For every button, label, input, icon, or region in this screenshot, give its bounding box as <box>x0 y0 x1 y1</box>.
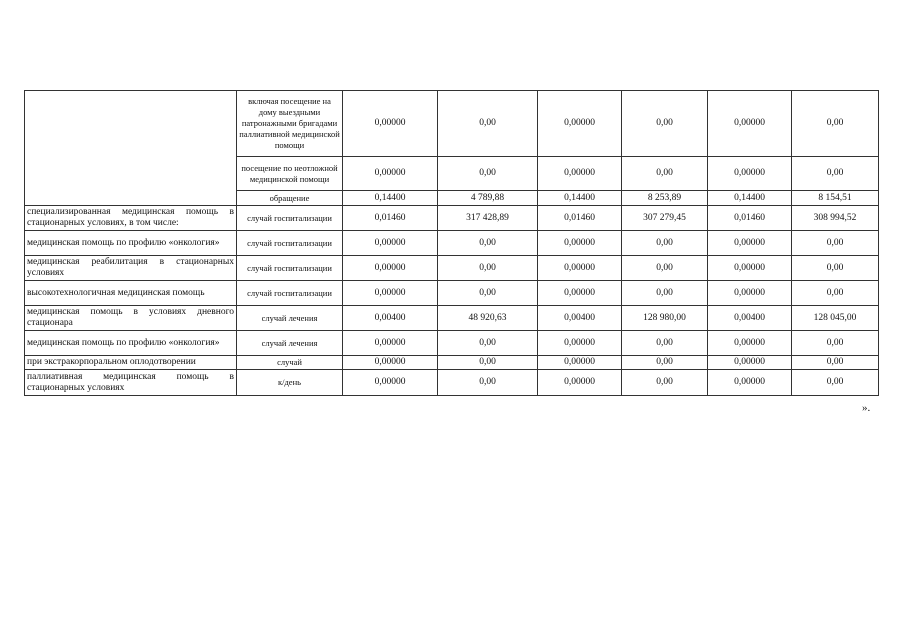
value-cell: 0,01460 <box>343 206 438 231</box>
value-cell: 0,00 <box>438 157 538 191</box>
row-name-cell: медицинская помощь по профилю «онкология» <box>25 331 237 356</box>
value-cell: 0,00 <box>622 331 708 356</box>
value-cell: 0,00000 <box>538 281 622 306</box>
row-name-cell: медицинская помощь в условиях дневного стационара <box>25 306 237 331</box>
value-cell: 0,00400 <box>343 306 438 331</box>
value-cell: 0,00000 <box>708 370 792 396</box>
value-cell: 0,00000 <box>538 231 622 256</box>
value-cell: 0,00000 <box>538 256 622 281</box>
table-row <box>25 306 879 331</box>
value-cell: 0,00000 <box>538 370 622 396</box>
value-cell: 0,00 <box>438 91 538 157</box>
unit-cell: случай госпитализации <box>237 206 343 231</box>
value-cell: 0,00 <box>438 331 538 356</box>
value-cell: 0,00000 <box>708 256 792 281</box>
value-cell: 0,00 <box>438 281 538 306</box>
value-cell: 0,00000 <box>708 91 792 157</box>
value-cell: 0,00 <box>622 370 708 396</box>
row-name-cell: медицинская реабилитация в стационарных условиях <box>25 256 237 281</box>
value-cell: 317 428,89 <box>438 206 538 231</box>
unit-cell: случай <box>237 356 343 370</box>
value-cell: 0,00000 <box>343 331 438 356</box>
value-cell: 0,00 <box>622 281 708 306</box>
row-name-cell: высокотехнологичная медицинская помощь <box>25 281 237 306</box>
value-cell: 0,00 <box>438 256 538 281</box>
value-cell: 0,00400 <box>538 306 622 331</box>
value-cell: 0,00 <box>792 331 879 356</box>
value-cell: 4 789,88 <box>438 191 538 206</box>
row-name-cell: паллиативная медицинская помощь в стационарных условиях <box>25 370 237 396</box>
row-name-cell: специализированная медицинская помощь в стационарных условиях, в том числе: <box>25 206 237 231</box>
value-cell: 0,00 <box>622 356 708 370</box>
unit-cell: посещение по неотложной медицинской помощи <box>237 157 343 191</box>
value-cell: 0,00000 <box>343 91 438 157</box>
value-cell: 0,00000 <box>708 281 792 306</box>
value-cell: 0,00 <box>792 157 879 191</box>
row-name-cell: медицинская помощь по профилю «онкология» <box>25 231 237 256</box>
table-row <box>25 91 879 157</box>
value-cell: 0,00000 <box>343 231 438 256</box>
value-cell: 48 920,63 <box>438 306 538 331</box>
value-cell: 8 253,89 <box>622 191 708 206</box>
value-cell: 0,01460 <box>708 206 792 231</box>
unit-cell: случай госпитализации <box>237 256 343 281</box>
row-name-cell: при экстракорпоральном оплодотворении <box>25 356 237 370</box>
unit-cell: случай госпитализации <box>237 281 343 306</box>
table-row <box>25 206 879 231</box>
value-cell: 8 154,51 <box>792 191 879 206</box>
value-cell: 0,00 <box>792 91 879 157</box>
value-cell: 0,00 <box>438 370 538 396</box>
unit-cell: случай лечения <box>237 306 343 331</box>
table-row <box>25 231 879 256</box>
value-cell: 0,00000 <box>538 157 622 191</box>
unit-cell: обращение <box>237 191 343 206</box>
value-cell: 0,00 <box>438 356 538 370</box>
value-cell: 0,00000 <box>538 91 622 157</box>
table-row <box>25 256 879 281</box>
value-cell: 0,14400 <box>343 191 438 206</box>
value-cell: 0,00000 <box>343 256 438 281</box>
value-cell: 0,00000 <box>708 231 792 256</box>
value-cell: 0,14400 <box>708 191 792 206</box>
value-cell: 307 279,45 <box>622 206 708 231</box>
value-cell: 0,00 <box>792 231 879 256</box>
value-cell: 0,00000 <box>708 157 792 191</box>
row-name-cell-empty <box>25 91 237 206</box>
value-cell: 0,00000 <box>708 356 792 370</box>
value-cell: 0,00000 <box>343 356 438 370</box>
value-cell: 0,00 <box>792 281 879 306</box>
value-cell: 0,00 <box>792 256 879 281</box>
value-cell: 0,00 <box>622 231 708 256</box>
value-cell: 0,00000 <box>538 331 622 356</box>
value-cell: 0,00000 <box>343 370 438 396</box>
unit-cell: включая посещение на дому выездными патронажными бригадами паллиативной медицинской помощи <box>237 91 343 157</box>
value-cell: 128 045,00 <box>792 306 879 331</box>
value-cell: 0,00 <box>792 370 879 396</box>
unit-cell: к/день <box>237 370 343 396</box>
table-row <box>25 370 879 396</box>
value-cell: 0,00000 <box>343 281 438 306</box>
value-cell: 0,00000 <box>708 331 792 356</box>
value-cell: 0,01460 <box>538 206 622 231</box>
value-cell: 128 980,00 <box>622 306 708 331</box>
table-row <box>25 356 879 370</box>
value-cell: 308 994,52 <box>792 206 879 231</box>
table-row <box>25 281 879 306</box>
value-cell: 0,00 <box>792 356 879 370</box>
data-table <box>24 90 879 396</box>
value-cell: 0,00400 <box>708 306 792 331</box>
unit-cell: случай госпитализации <box>237 231 343 256</box>
value-cell: 0,14400 <box>538 191 622 206</box>
value-cell: 0,00000 <box>538 356 622 370</box>
table-row <box>25 331 879 356</box>
value-cell: 0,00 <box>622 157 708 191</box>
unit-cell: случай лечения <box>237 331 343 356</box>
value-cell: 0,00000 <box>343 157 438 191</box>
value-cell: 0,00 <box>622 256 708 281</box>
closing-quote-mark: ». <box>862 402 871 414</box>
value-cell: 0,00 <box>438 231 538 256</box>
value-cell: 0,00 <box>622 91 708 157</box>
